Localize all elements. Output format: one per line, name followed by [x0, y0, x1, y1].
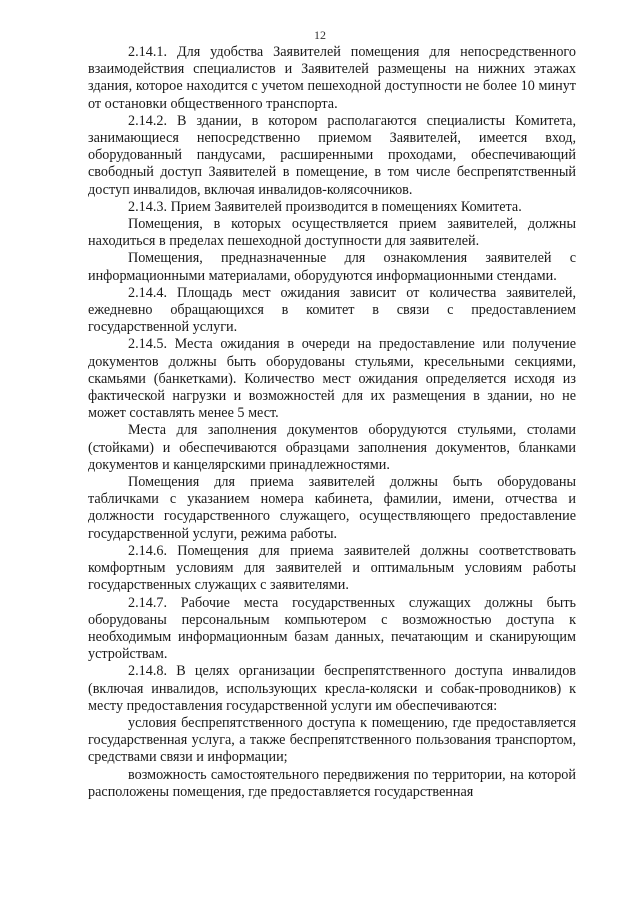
document-body [88, 44, 576, 801]
paragraph-2-14-4: 2.14.4. Площадь мест ожидания зависит от количества заявителей, ежедневно обращающихся в комитет в связи с предоставлением государственной услуги. [88, 284, 576, 336]
paragraph-2-14-2: 2.14.2. В здании, в котором располагаются специалисты Комитета, занимающиеся непосредственно приемом Заявителей, имеется вход, оборудованный пандусами, расширенными проходами, обеспечивающий свободный доступ Заявителей в помещение, в том числе беспрепятственный доступ инвалидов, включая инвалидов-колясочников. [88, 112, 576, 198]
paragraph-door-plates: Помещения для приема заявителей должны быть оборудованы табличками с указанием номера кабинета, фамилии, имени, отчества и должности государственного служащего, осуществляющего предоставление государственной услуги, режима работы. [88, 474, 576, 542]
paragraph-2-14-5: 2.14.5. Места ожидания в очереди на предоставление или получение документов должны быть оборудованы стульями, кресельными секциями, скамьями (банкетками). Количество мест ожидания определяется исходя из фактической нагрузки и возможностей для их размещения в здании, но не может составлять менее 5 мест. [88, 336, 576, 422]
paragraph-2-14-8: 2.14.8. В целях организации беспрепятственного доступа инвалидов (включая инвалидов, использующих кресла-коляски и собак-проводников) к месту предоставления государственной услуги им обеспечиваются: [88, 663, 576, 714]
paragraph-2-14-7: 2.14.7. Рабочие места государственных служащих должны быть оборудованы персональным компьютером с возможностью доступа к необходимым информационным базам данных, печатающим и сканирующим устройствам. [88, 594, 576, 663]
paragraph-independent-movement: возможность самостоятельного передвижения по территории, на которой расположены помещения, где предоставляется государственная [88, 766, 576, 800]
paragraph-info-stands: Помещения, предназначенные для ознакомления заявителей с информационными материалами, оборудуются информационными стендами. [88, 250, 576, 284]
page-number: 12 [314, 28, 326, 42]
paragraph-premises-location: Помещения, в которых осуществляется прием заявителей, должны находиться в пределах пешеходной доступности для заявителей. [88, 216, 576, 250]
paragraph-form-filling-places: Места для заполнения документов оборудуются стульями, столами (стойками) и обеспечиваются образцами заполнения документов, бланками документов и канцелярскими принадлежностями. [88, 422, 576, 473]
paragraph-access-conditions: условия беспрепятственного доступа к помещению, где предоставляется государственная услуга, а также беспрепятственного пользования транспортом, средствами связи и информации; [88, 714, 576, 766]
paragraph-2-14-6: 2.14.6. Помещения для приема заявителей должны соответствовать комфортным условиям для заявителей и оптимальным условиям работы государственных служащих с заявителями. [88, 542, 576, 594]
paragraph-2-14-3: 2.14.3. Прием Заявителей производится в помещениях Комитета. [128, 198, 522, 215]
paragraph-2-14-1: 2.14.1. Для удобства Заявителей помещения для непосредственного взаимодействия специалистов и Заявителей размещены на нижних этажах здания, которое находится с учетом пешеходной доступности не более 10 минут от остановки общественного транспорта. [88, 44, 576, 112]
